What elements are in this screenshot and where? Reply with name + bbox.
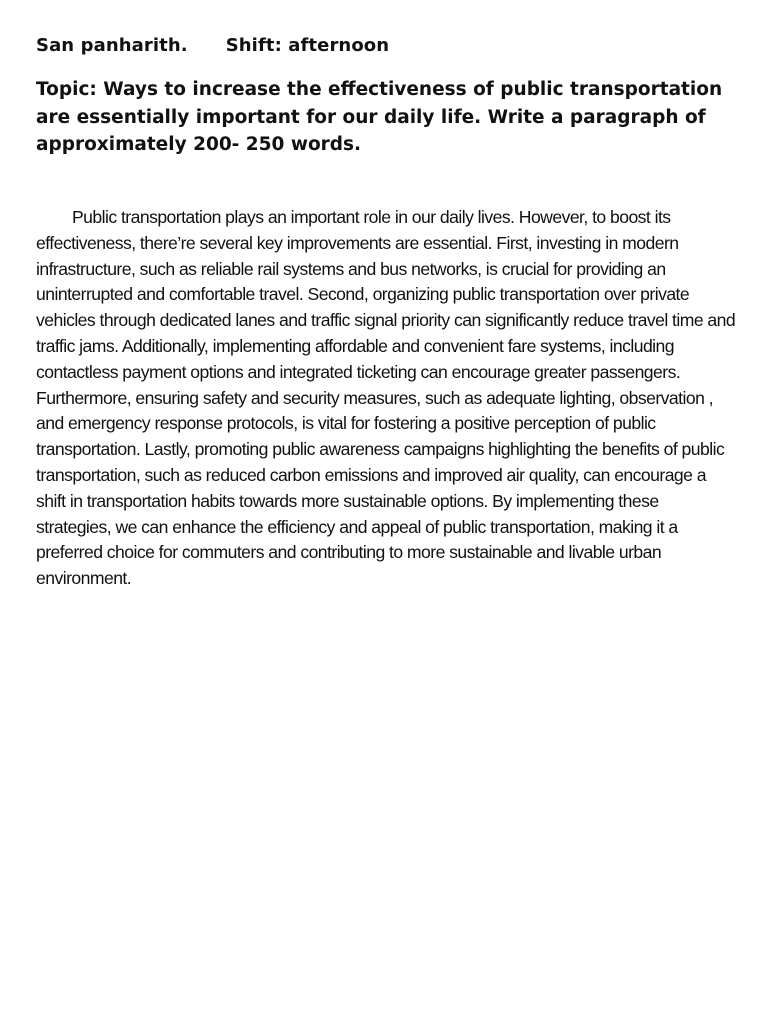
student-name: San panharith. bbox=[36, 35, 188, 56]
essay-paragraph: Public transportation plays an important role in our daily lives. However, to boost its effectiveness, there’re several key improvements are essential. First, investing in modern infrastructure, such as reliable rail systems and bus networks, is crucial for providing an uninterrupted and comfortable travel. Second, organizing public transportation over private vehicles through dedicated lanes and traffic signal priority can significantly reduce travel time and traffic jams. Additionally, implementing affordable and convenient fare systems, including contactless payment options and integrated ticketing can encourage greater passengers. Furthermore, ensuring safety and security measures, such as adequate lighting, observation , and emergency response protocols, is vital for fostering a positive perception of public transportation. Lastly, promoting public awareness campaigns highlighting the benefits of public transportation, such as reduced carbon emissions and improved air quality, can encourage a shift in transportation habits towards more sustainable options. By implementing these strategies, we can enhance the efficiency and appeal of public transportation, making it a preferred choice for commuters and contributing to more sustainable and livable urban environment. bbox=[36, 207, 736, 589]
essay-topic: Topic: Ways to increase the effectiveness of public transportation are essentially important for our daily life. Write a paragraph of approximately 200- 250 words. bbox=[36, 79, 723, 155]
shift-label: Shift: afternoon bbox=[225, 35, 390, 56]
student-header bbox=[36, 35, 389, 56]
